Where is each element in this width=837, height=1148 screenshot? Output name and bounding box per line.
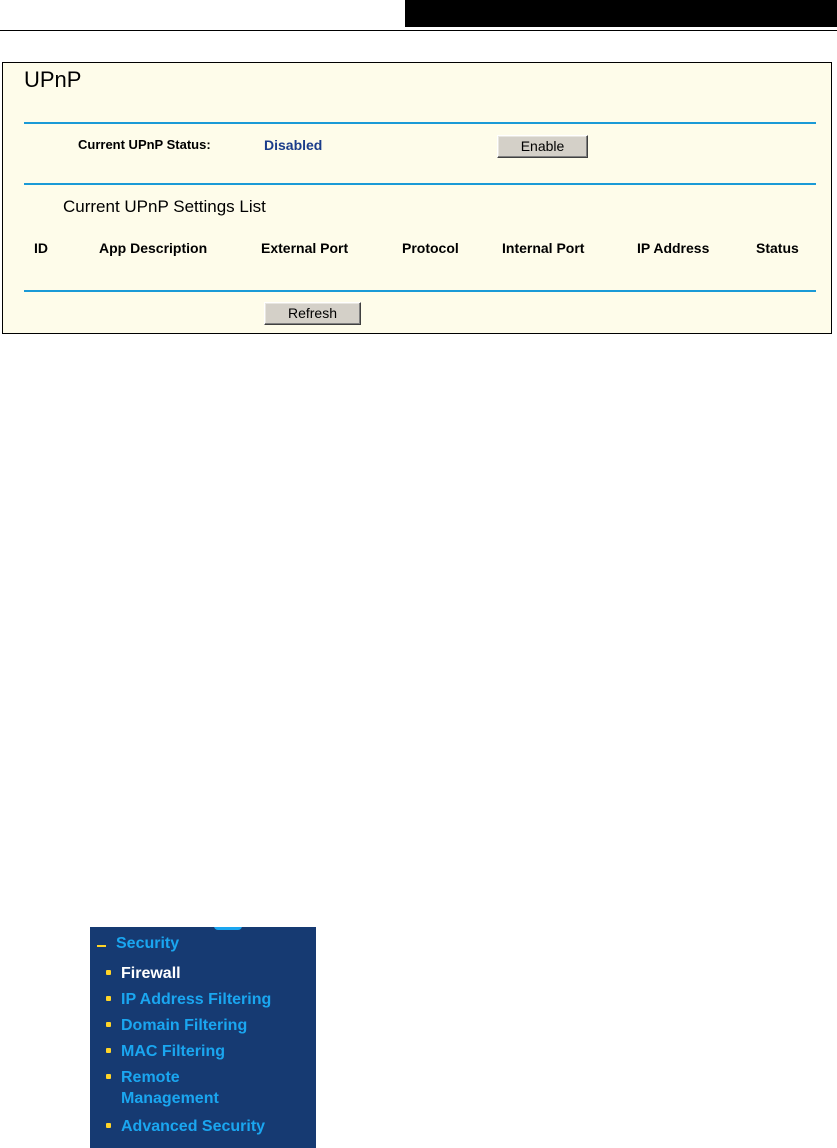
security-menu: [90, 927, 316, 1148]
divider: [24, 122, 816, 124]
bullet-icon: [106, 1022, 111, 1027]
menu-item-domain-filtering[interactable]: [106, 1015, 247, 1036]
enable-button[interactable]: Enable: [497, 135, 588, 158]
bullet-icon: [106, 1074, 111, 1079]
menu-item-mac-filtering[interactable]: [106, 1041, 225, 1062]
menu-item-label: Domain Filtering: [121, 1017, 248, 1034]
column-header-ip-address: IP Address: [637, 240, 710, 256]
menu-item-ip-address-filtering[interactable]: [106, 989, 271, 1010]
column-header-external-port: External Port: [261, 240, 349, 256]
header-rule: [0, 30, 837, 31]
upnp-panel: [2, 62, 832, 334]
refresh-button[interactable]: Refresh: [264, 302, 361, 325]
bullet-icon: [106, 970, 111, 975]
menu-item-label: IP Address Filtering: [121, 991, 272, 1008]
upnp-status-value: Disabled: [264, 137, 323, 153]
column-header-protocol: Protocol: [402, 240, 459, 256]
column-header-id: ID: [34, 240, 48, 256]
bullet-icon: [106, 1048, 111, 1053]
divider: [24, 183, 816, 185]
menu-item-label: MAC Filtering: [121, 1043, 225, 1060]
menu-section-security[interactable]: Security: [116, 935, 180, 952]
divider: [24, 290, 816, 292]
menu-item-remote-management[interactable]: [106, 1067, 226, 1109]
header-black-bar: [405, 0, 837, 27]
menu-item-label: Advanced Security: [121, 1118, 266, 1135]
menu-item-label: Firewall: [121, 965, 181, 982]
column-header-internal-port: Internal Port: [502, 240, 585, 256]
column-header-app-description: App Description: [99, 240, 208, 256]
upnp-status-label: Current UPnP Status:: [78, 137, 211, 152]
bullet-icon: [106, 996, 111, 1001]
menu-item-advanced-security[interactable]: [106, 1116, 265, 1137]
menu-item-firewall[interactable]: [106, 963, 181, 984]
bullet-icon: [106, 1123, 111, 1128]
menu-item-label: Remote Management: [121, 1069, 219, 1107]
settings-list-title: Current UPnP Settings List: [63, 197, 266, 216]
collapse-minus-icon[interactable]: [97, 945, 106, 947]
column-header-status: Status: [756, 240, 799, 256]
page-title: UPnP: [24, 67, 82, 92]
clipped-menu-item-fragment: [214, 927, 242, 930]
